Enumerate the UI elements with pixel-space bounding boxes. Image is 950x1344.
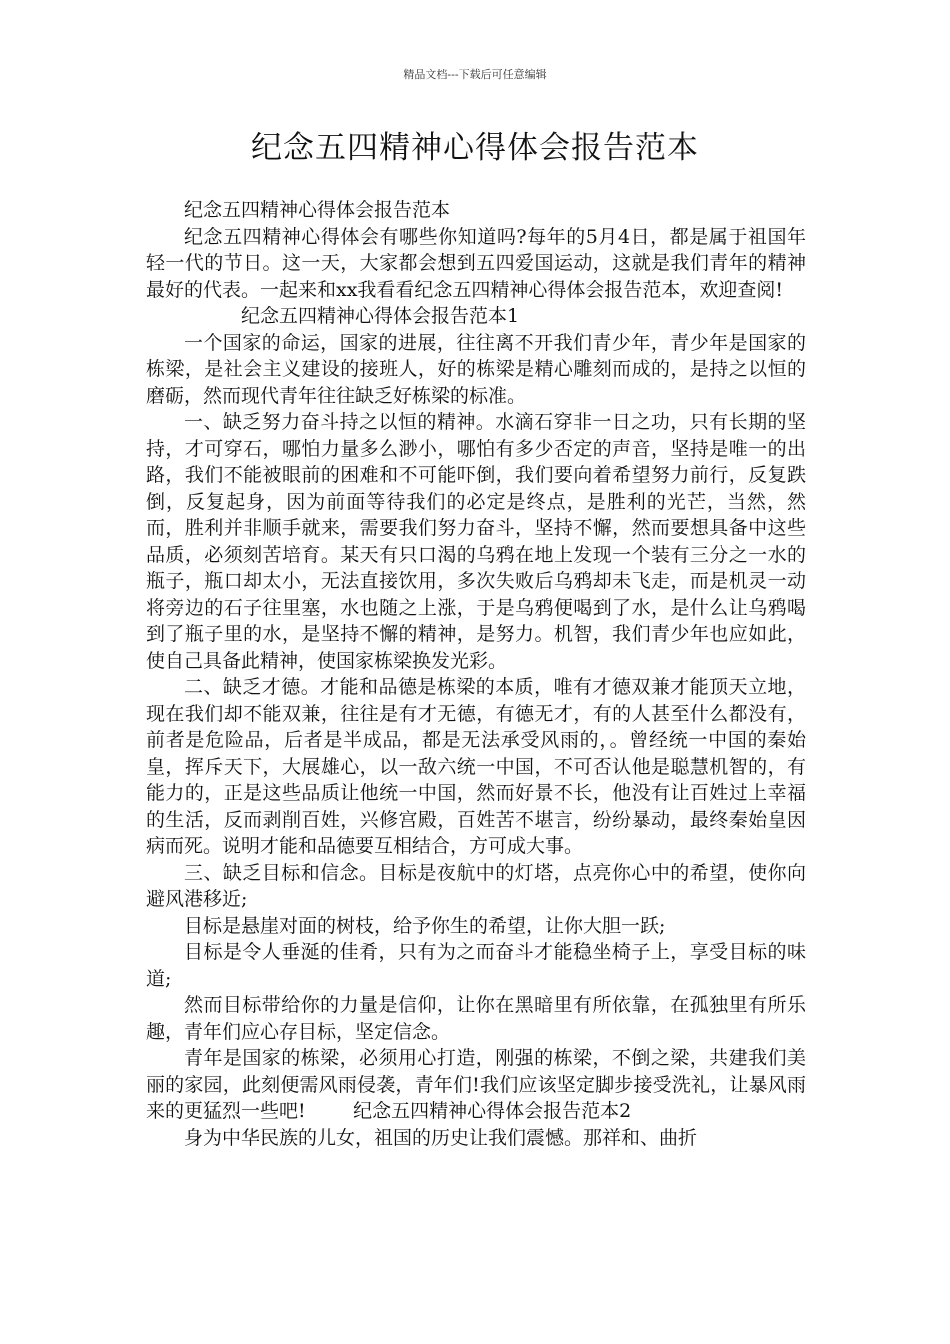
paragraph: 目标是令人垂涎的佳肴，只有为之而奋斗才能稳坐椅子上，享受目标的味道;: [146, 941, 806, 990]
paragraph-text: 青年是国家的栋梁，必须用心打造，刚强的栋梁，不倒之梁，共建我们美丽的家园，此刻便需风雨侵袭，青年们!我们应该坚定脚步接受洗礼，让暴风雨来的更猛烈一些吧!: [146, 1047, 806, 1122]
paragraph: 二、缺乏才德。才能和品德是栋梁的本质，唯有才德双兼才能顶天立地，现在我们却不能双兼，往往是有才无德，有德无才，有的人甚至什么都没有，前者是危险品，后者是半成品，都是无法承受风雨的，。曾经统一中国的秦始皇，挥斥天下，大展雄心，以一敌六统一中国，不可否认他是聪慧机智的，有能力的，正是这些品质让他统一中国，然而好景不长，他没有让百姓过上幸福的生活，反而剥削百姓，兴修宫殿，百姓苦不堪言，纷纷暴动，最终秦始皇因病而死。说明才能和品德要互相结合，方可成大事。: [146, 676, 806, 857]
paragraph: 然而目标带给你的力量是信仰，让你在黑暗里有所依靠，在孤独里有所乐趣，青年们应心存目标，坚定信念。: [146, 994, 806, 1043]
section-heading-1: 纪念五四精神心得体会报告范本1: [241, 305, 520, 327]
paragraph: 目标是悬崖对面的树枝，给予你生的希望，让你大胆一跃;: [184, 914, 666, 937]
paragraph: 身为中华民族的儿女，祖国的历史让我们震憾。那祥和、曲折: [184, 1126, 698, 1149]
page-header-note: 精品文档---下载后可任意编辑: [403, 68, 547, 81]
section-heading-2: 纪念五四精神心得体会报告范本2: [353, 1100, 632, 1122]
document-body: [146, 197, 806, 1151]
paragraph: 三、缺乏目标和信念。目标是夜航中的灯塔，点亮你心中的希望，使你向避风港移近;: [146, 861, 806, 910]
paragraph-intro: 纪念五四精神心得体会有哪些你知道吗?每年的5月4日，都是属于祖国年轻一代的节日。这一天，大家都会想到五四爱国运动，这就是我们青年的精神最好的代表。一起来和xx我看看纪念五四精神心得体会报告范本，欢迎查阅!: [146, 225, 806, 301]
paragraph-with-heading: [146, 1045, 806, 1125]
paragraph: 一、缺乏努力奋斗持之以恒的精神。水滴石穿非一日之功，只有长期的坚持，才可穿石，哪怕力量多么渺小，哪怕有多少否定的声音，坚持是唯一的出路，我们不能被眼前的困难和不可能吓倒，我们要向着希望努力前行，反复跌倒，反复起身，因为前面等待我们的必定是终点，是胜利的光芒，当然，然而，胜利并非顺手就来，需要我们努力奋斗，坚持不懈，然而要想具备中这些品质，必须刻苦培育。某天有只口渴的乌鸦在地上发现一个装有三分之一水的瓶子，瓶口却太小，无法直接饮用，多次失败后乌鸦却未飞走，而是机灵一动将旁边的石子往里塞，水也随之上涨，于是乌鸦便喝到了水，是什么让乌鸦喝到了瓶子里的水，是坚持不懈的精神，是努力。机智，我们青少年也应如此，使自己具备此精神，使国家栋梁换发光彩。: [146, 411, 806, 672]
document-title: 纪念五四精神心得体会报告范本: [251, 130, 699, 166]
paragraph: 一个国家的命运，国家的进展，往往离不开我们青少年，青少年是国家的栋梁，是社会主义建设的接班人，好的栋梁是精心雕刻而成的，是持之以恒的磨砺，然而现代青年往往缺乏好栋梁的标准。: [146, 331, 806, 407]
paragraph-intro-title: 纪念五四精神心得体会报告范本: [184, 199, 451, 221]
